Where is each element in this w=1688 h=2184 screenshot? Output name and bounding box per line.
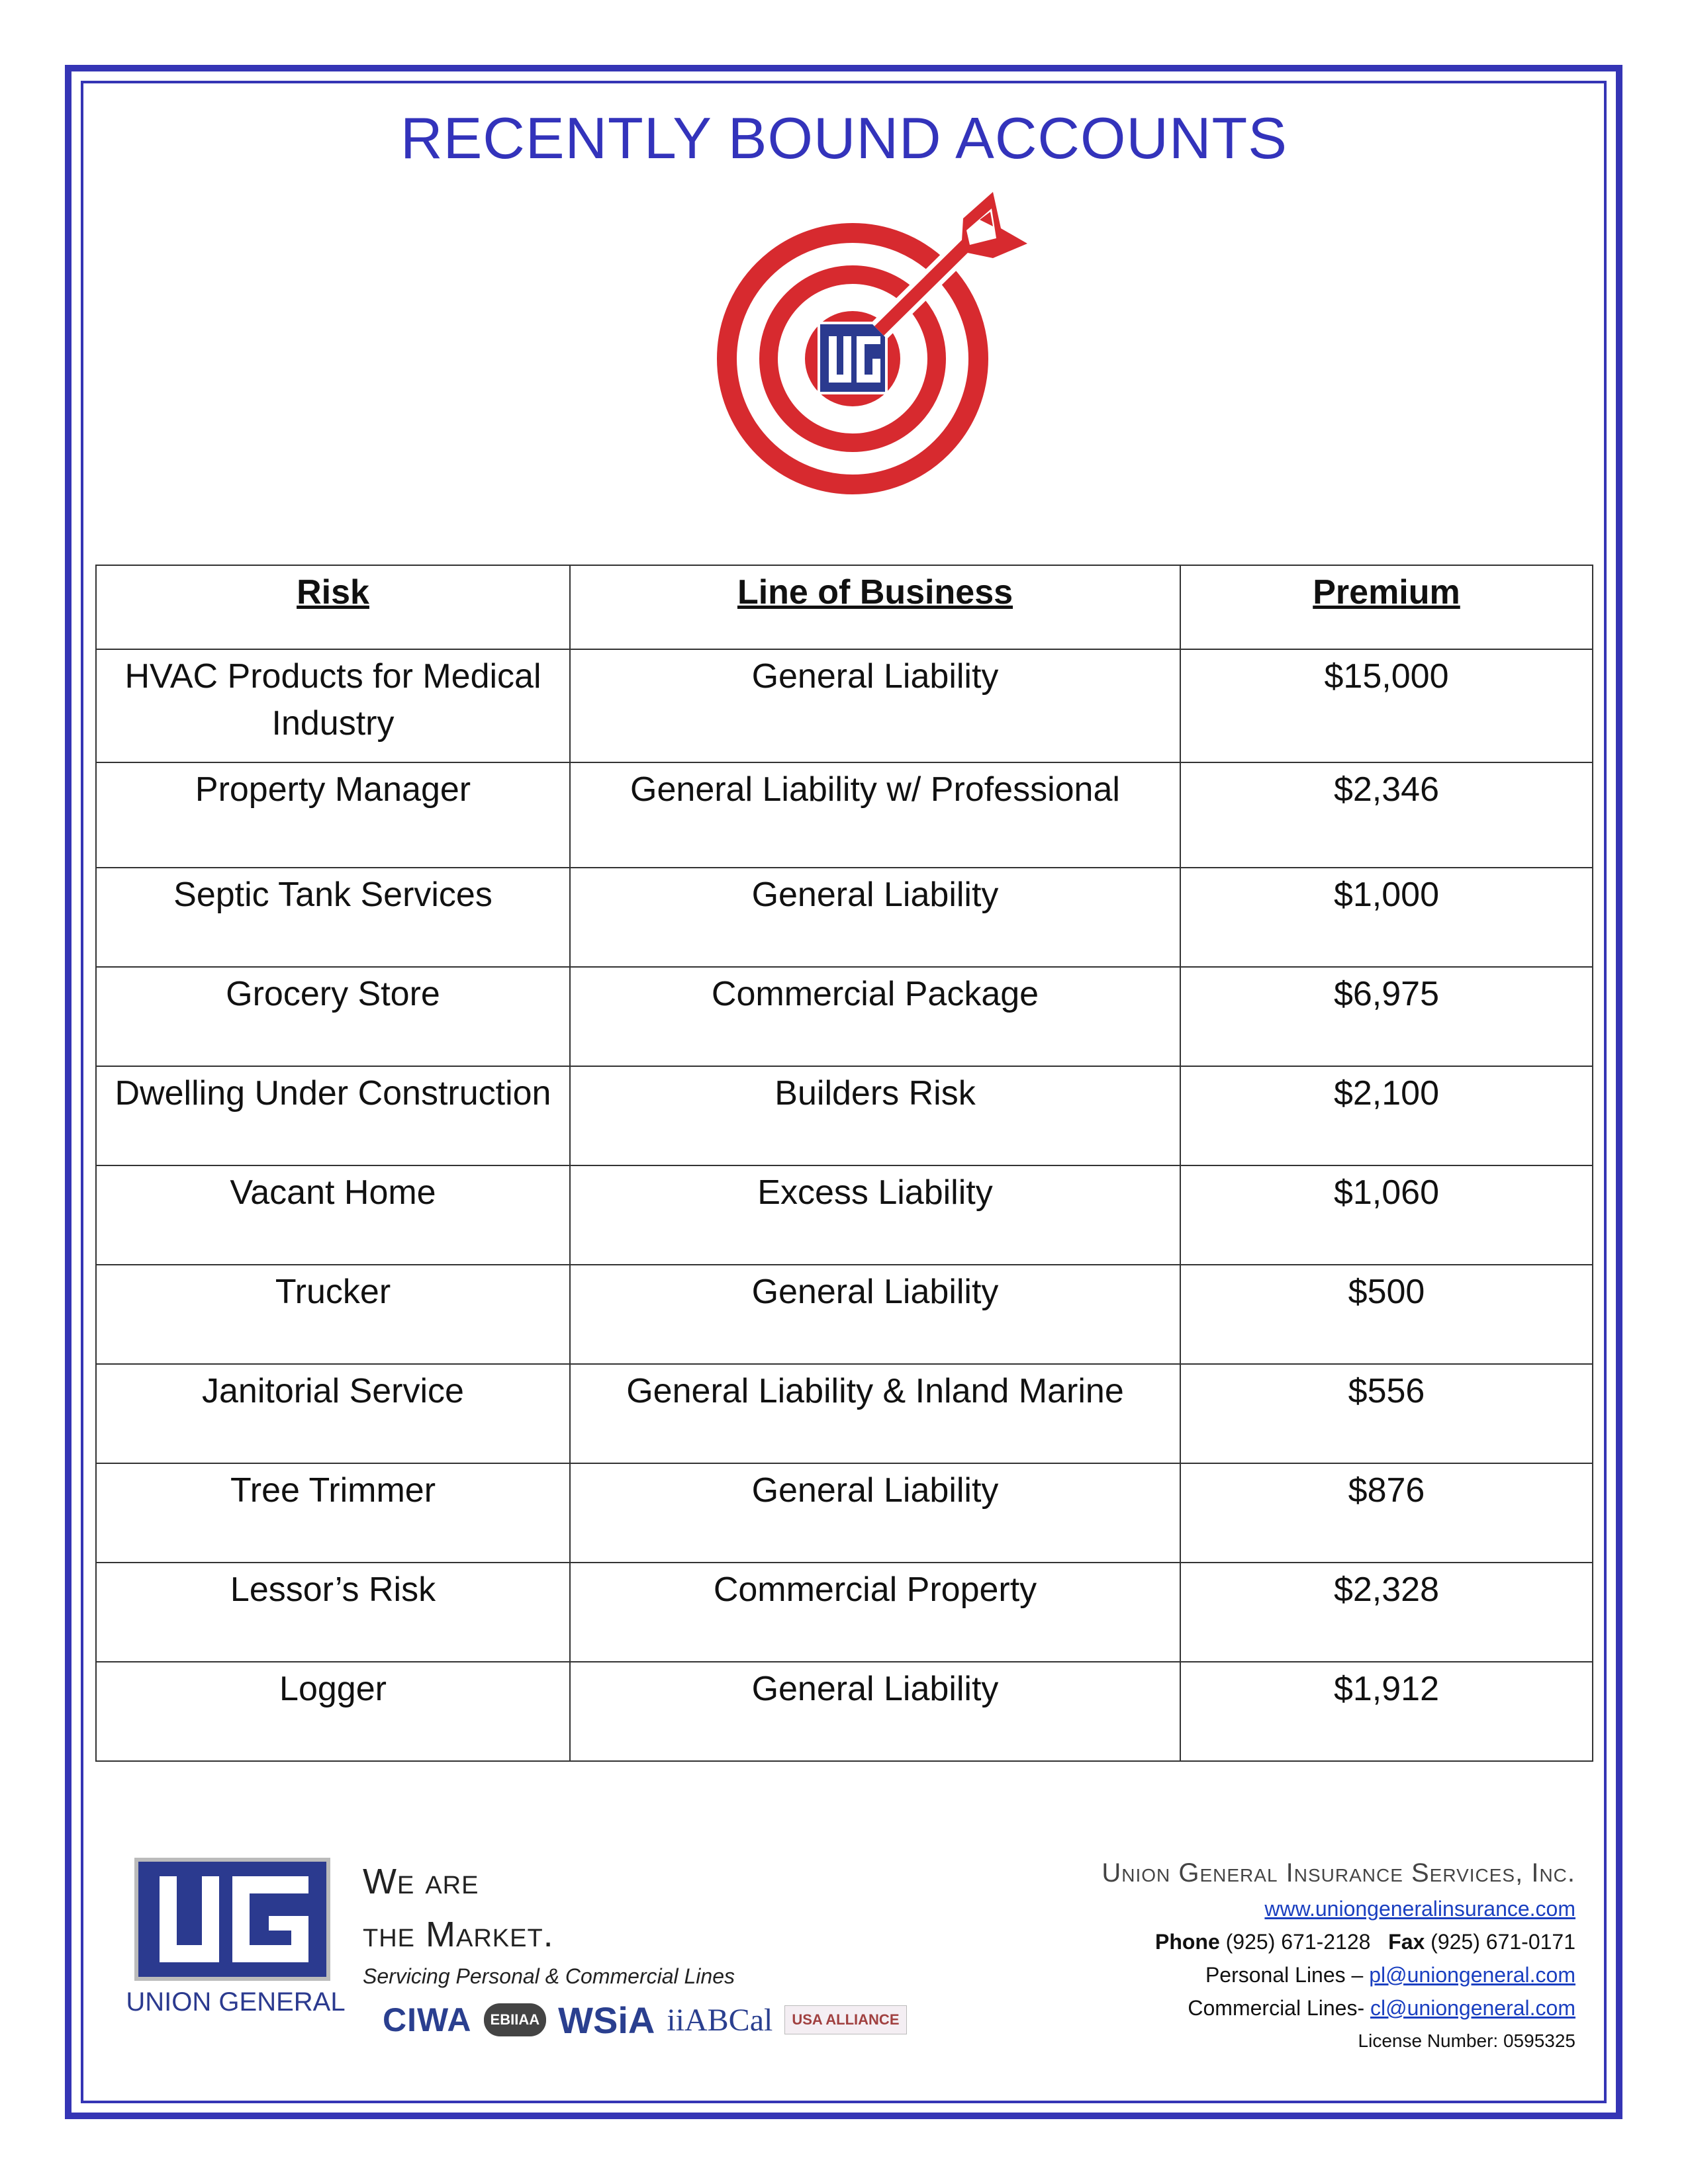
cell-line: General Liability w/ Professional bbox=[570, 762, 1180, 868]
phone-number: (925) 671-2128 bbox=[1225, 1930, 1371, 1954]
company-name: Union General Insurance Services, Inc. bbox=[1102, 1858, 1575, 1888]
phone-fax-line bbox=[1155, 1930, 1575, 1954]
table-row bbox=[96, 868, 1593, 967]
cell-risk: Grocery Store bbox=[96, 967, 570, 1066]
table-row bbox=[96, 649, 1593, 762]
cell-line: General Liability bbox=[570, 868, 1180, 967]
cell-risk: Janitorial Service bbox=[96, 1364, 570, 1463]
cell-premium: $1,912 bbox=[1180, 1662, 1593, 1761]
cell-premium: $6,975 bbox=[1180, 967, 1593, 1066]
wsia-logo: WSiA bbox=[558, 1999, 655, 2041]
cell-premium: $2,346 bbox=[1180, 762, 1593, 868]
personal-lines-email[interactable]: pl@uniongeneral.com bbox=[1369, 1963, 1575, 1987]
ebiiaa-logo: EBIIAA bbox=[484, 2003, 547, 2036]
header-risk: Risk bbox=[96, 565, 570, 649]
table-header-row bbox=[96, 565, 1593, 649]
union-general-logo bbox=[123, 1853, 348, 2019]
cell-risk: Property Manager bbox=[96, 762, 570, 868]
table-row bbox=[96, 1463, 1593, 1563]
cell-premium: $1,060 bbox=[1180, 1165, 1593, 1265]
accounts-table bbox=[95, 565, 1592, 1762]
usa-alliance-logo: USA ALLIANCE bbox=[784, 2005, 906, 2034]
cell-premium: $1,000 bbox=[1180, 868, 1593, 967]
cell-premium: $500 bbox=[1180, 1265, 1593, 1364]
table-row bbox=[96, 1066, 1593, 1165]
phone-label: Phone bbox=[1154, 1930, 1220, 1954]
header-line-of-business: Line of Business bbox=[570, 565, 1180, 649]
cell-premium: $2,328 bbox=[1180, 1563, 1593, 1662]
table-row bbox=[96, 1662, 1593, 1761]
personal-lines-line bbox=[1205, 1963, 1575, 1987]
table-row bbox=[96, 1165, 1593, 1265]
cell-line: Commercial Package bbox=[570, 967, 1180, 1066]
iiabcal-logo: iiABCal bbox=[667, 2002, 773, 2038]
cell-line: General Liability bbox=[570, 1662, 1180, 1761]
cell-risk: Trucker bbox=[96, 1265, 570, 1364]
website-line bbox=[1264, 1897, 1575, 1921]
tagline-the-market: the Market. bbox=[363, 1915, 554, 1954]
cell-premium: $15,000 bbox=[1180, 649, 1593, 762]
cell-risk: Vacant Home bbox=[96, 1165, 570, 1265]
cell-line: General Liability bbox=[570, 1463, 1180, 1563]
cell-line: General Liability & Inland Marine bbox=[570, 1364, 1180, 1463]
cell-premium: $876 bbox=[1180, 1463, 1593, 1563]
header-premium: Premium bbox=[1180, 565, 1593, 649]
commercial-lines-email[interactable]: cl@uniongeneral.com bbox=[1370, 1996, 1575, 2020]
table-row bbox=[96, 967, 1593, 1066]
cell-risk: Tree Trimmer bbox=[96, 1463, 570, 1563]
cell-risk: Lessor’s Risk bbox=[96, 1563, 570, 1662]
brand-name-text: UNION GENERAL bbox=[126, 1987, 346, 2017]
cell-line: Excess Liability bbox=[570, 1165, 1180, 1265]
association-logos bbox=[383, 2000, 907, 2040]
license-number: License Number: 0595325 bbox=[1358, 2030, 1575, 2051]
cell-line: General Liability bbox=[570, 649, 1180, 762]
cell-premium: $2,100 bbox=[1180, 1066, 1593, 1165]
table-row bbox=[96, 762, 1593, 868]
tagline-servicing: Servicing Personal & Commercial Lines bbox=[363, 1964, 735, 1988]
cell-risk: Septic Tank Services bbox=[96, 868, 570, 967]
table-row bbox=[96, 1563, 1593, 1662]
cell-line: Builders Risk bbox=[570, 1066, 1180, 1165]
tagline-we-are: We are bbox=[363, 1862, 479, 1901]
cell-risk: HVAC Products for Medical Industry bbox=[96, 649, 570, 762]
fax-number: (925) 671-0171 bbox=[1430, 1930, 1575, 1954]
website-link[interactable]: www.uniongeneralinsurance.com bbox=[1264, 1897, 1575, 1921]
commercial-lines-label: Commercial Lines- bbox=[1188, 1996, 1365, 2020]
cell-risk: Logger bbox=[96, 1662, 570, 1761]
table-row bbox=[96, 1364, 1593, 1463]
ciwa-logo: CIWA bbox=[383, 2001, 472, 2038]
commercial-lines-line bbox=[1188, 1996, 1575, 2021]
personal-lines-label: Personal Lines – bbox=[1205, 1963, 1364, 1987]
page-title: RECENTLY BOUND ACCOUNTS bbox=[400, 105, 1288, 171]
table-row bbox=[96, 1265, 1593, 1364]
cell-premium: $556 bbox=[1180, 1364, 1593, 1463]
target-arrow-logo bbox=[702, 179, 1046, 510]
cell-line: General Liability bbox=[570, 1265, 1180, 1364]
cell-risk: Dwelling Under Construction bbox=[96, 1066, 570, 1165]
fax-label: Fax bbox=[1388, 1930, 1425, 1954]
cell-line: Commercial Property bbox=[570, 1563, 1180, 1662]
